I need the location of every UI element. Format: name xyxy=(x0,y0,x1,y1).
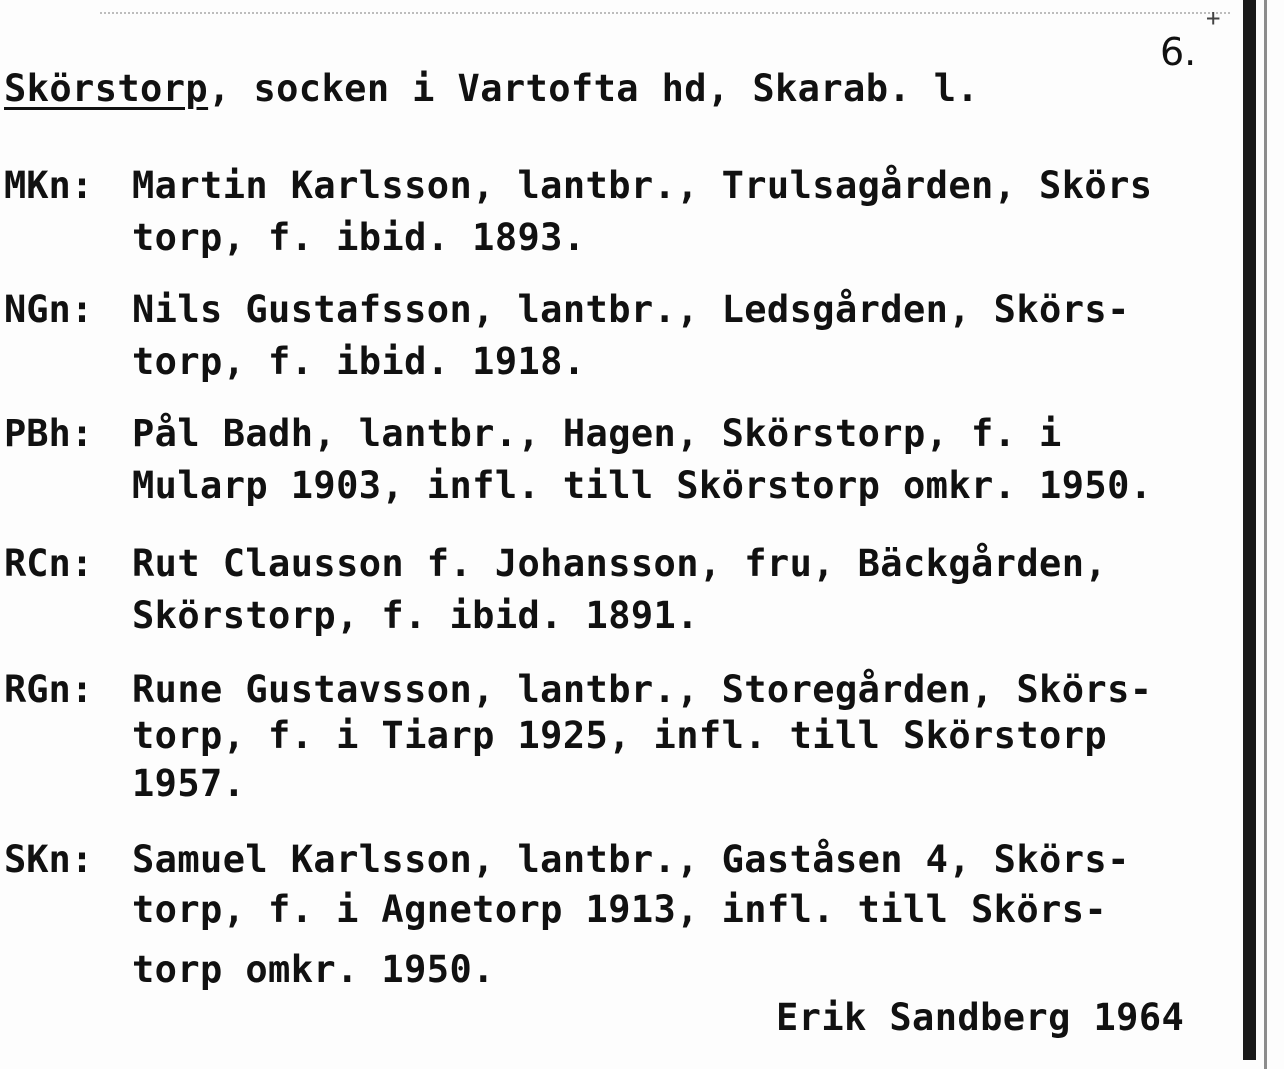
entry-line: torp omkr. 1950. xyxy=(132,948,495,991)
informant-code: SKn: xyxy=(4,838,94,881)
entry-line: torp, f. i Tiarp 1925, infl. till Skörstorp xyxy=(132,714,1108,757)
entry-line: Skörstorp, f. ibid. 1891. xyxy=(132,594,699,637)
top-edge-line xyxy=(100,12,1230,14)
card-edge-shadow xyxy=(1264,0,1267,1069)
parish-name: Skörstorp xyxy=(4,67,209,110)
entry-line: Martin Karlsson, lantbr., Trulsagården, Skörs xyxy=(132,164,1153,207)
page-mark: + xyxy=(1206,4,1221,32)
informant-code: RGn: xyxy=(4,668,94,711)
entry-line: 1957. xyxy=(132,762,246,805)
entry-line: Pål Badh, lantbr., Hagen, Skörstorp, f. i xyxy=(132,412,1062,455)
entry-line: torp, f. i Agnetorp 1913, infl. till Skörs- xyxy=(132,888,1108,931)
page-number: 6. xyxy=(1160,30,1197,74)
card-heading xyxy=(4,66,979,112)
entry-line: torp, f. ibid. 1918. xyxy=(132,340,586,383)
entry-line: Rut Clausson f. Johansson, fru, Bäckgården, xyxy=(132,542,1108,585)
informant-code: PBh: xyxy=(4,412,94,455)
author-signature: Erik Sandberg 1964 xyxy=(776,996,1185,1039)
entry-line: torp, f. ibid. 1893. xyxy=(132,216,586,259)
parish-description: , socken i Vartofta hd, Skarab. l. xyxy=(208,67,980,110)
entry-line: Rune Gustavsson, lantbr., Storegården, Skörs- xyxy=(132,668,1153,711)
card-edge-bar xyxy=(1243,0,1256,1060)
entry-line: Nils Gustafsson, lantbr., Ledsgården, Skörs- xyxy=(132,288,1130,331)
entry-line: Samuel Karlsson, lantbr., Gaståsen 4, Skörs- xyxy=(132,838,1130,881)
entry-line: Mularp 1903, infl. till Skörstorp omkr. 1950. xyxy=(132,464,1153,507)
informant-code: MKn: xyxy=(4,164,94,207)
informant-code: RCn: xyxy=(4,542,94,585)
informant-code: NGn: xyxy=(4,288,94,331)
